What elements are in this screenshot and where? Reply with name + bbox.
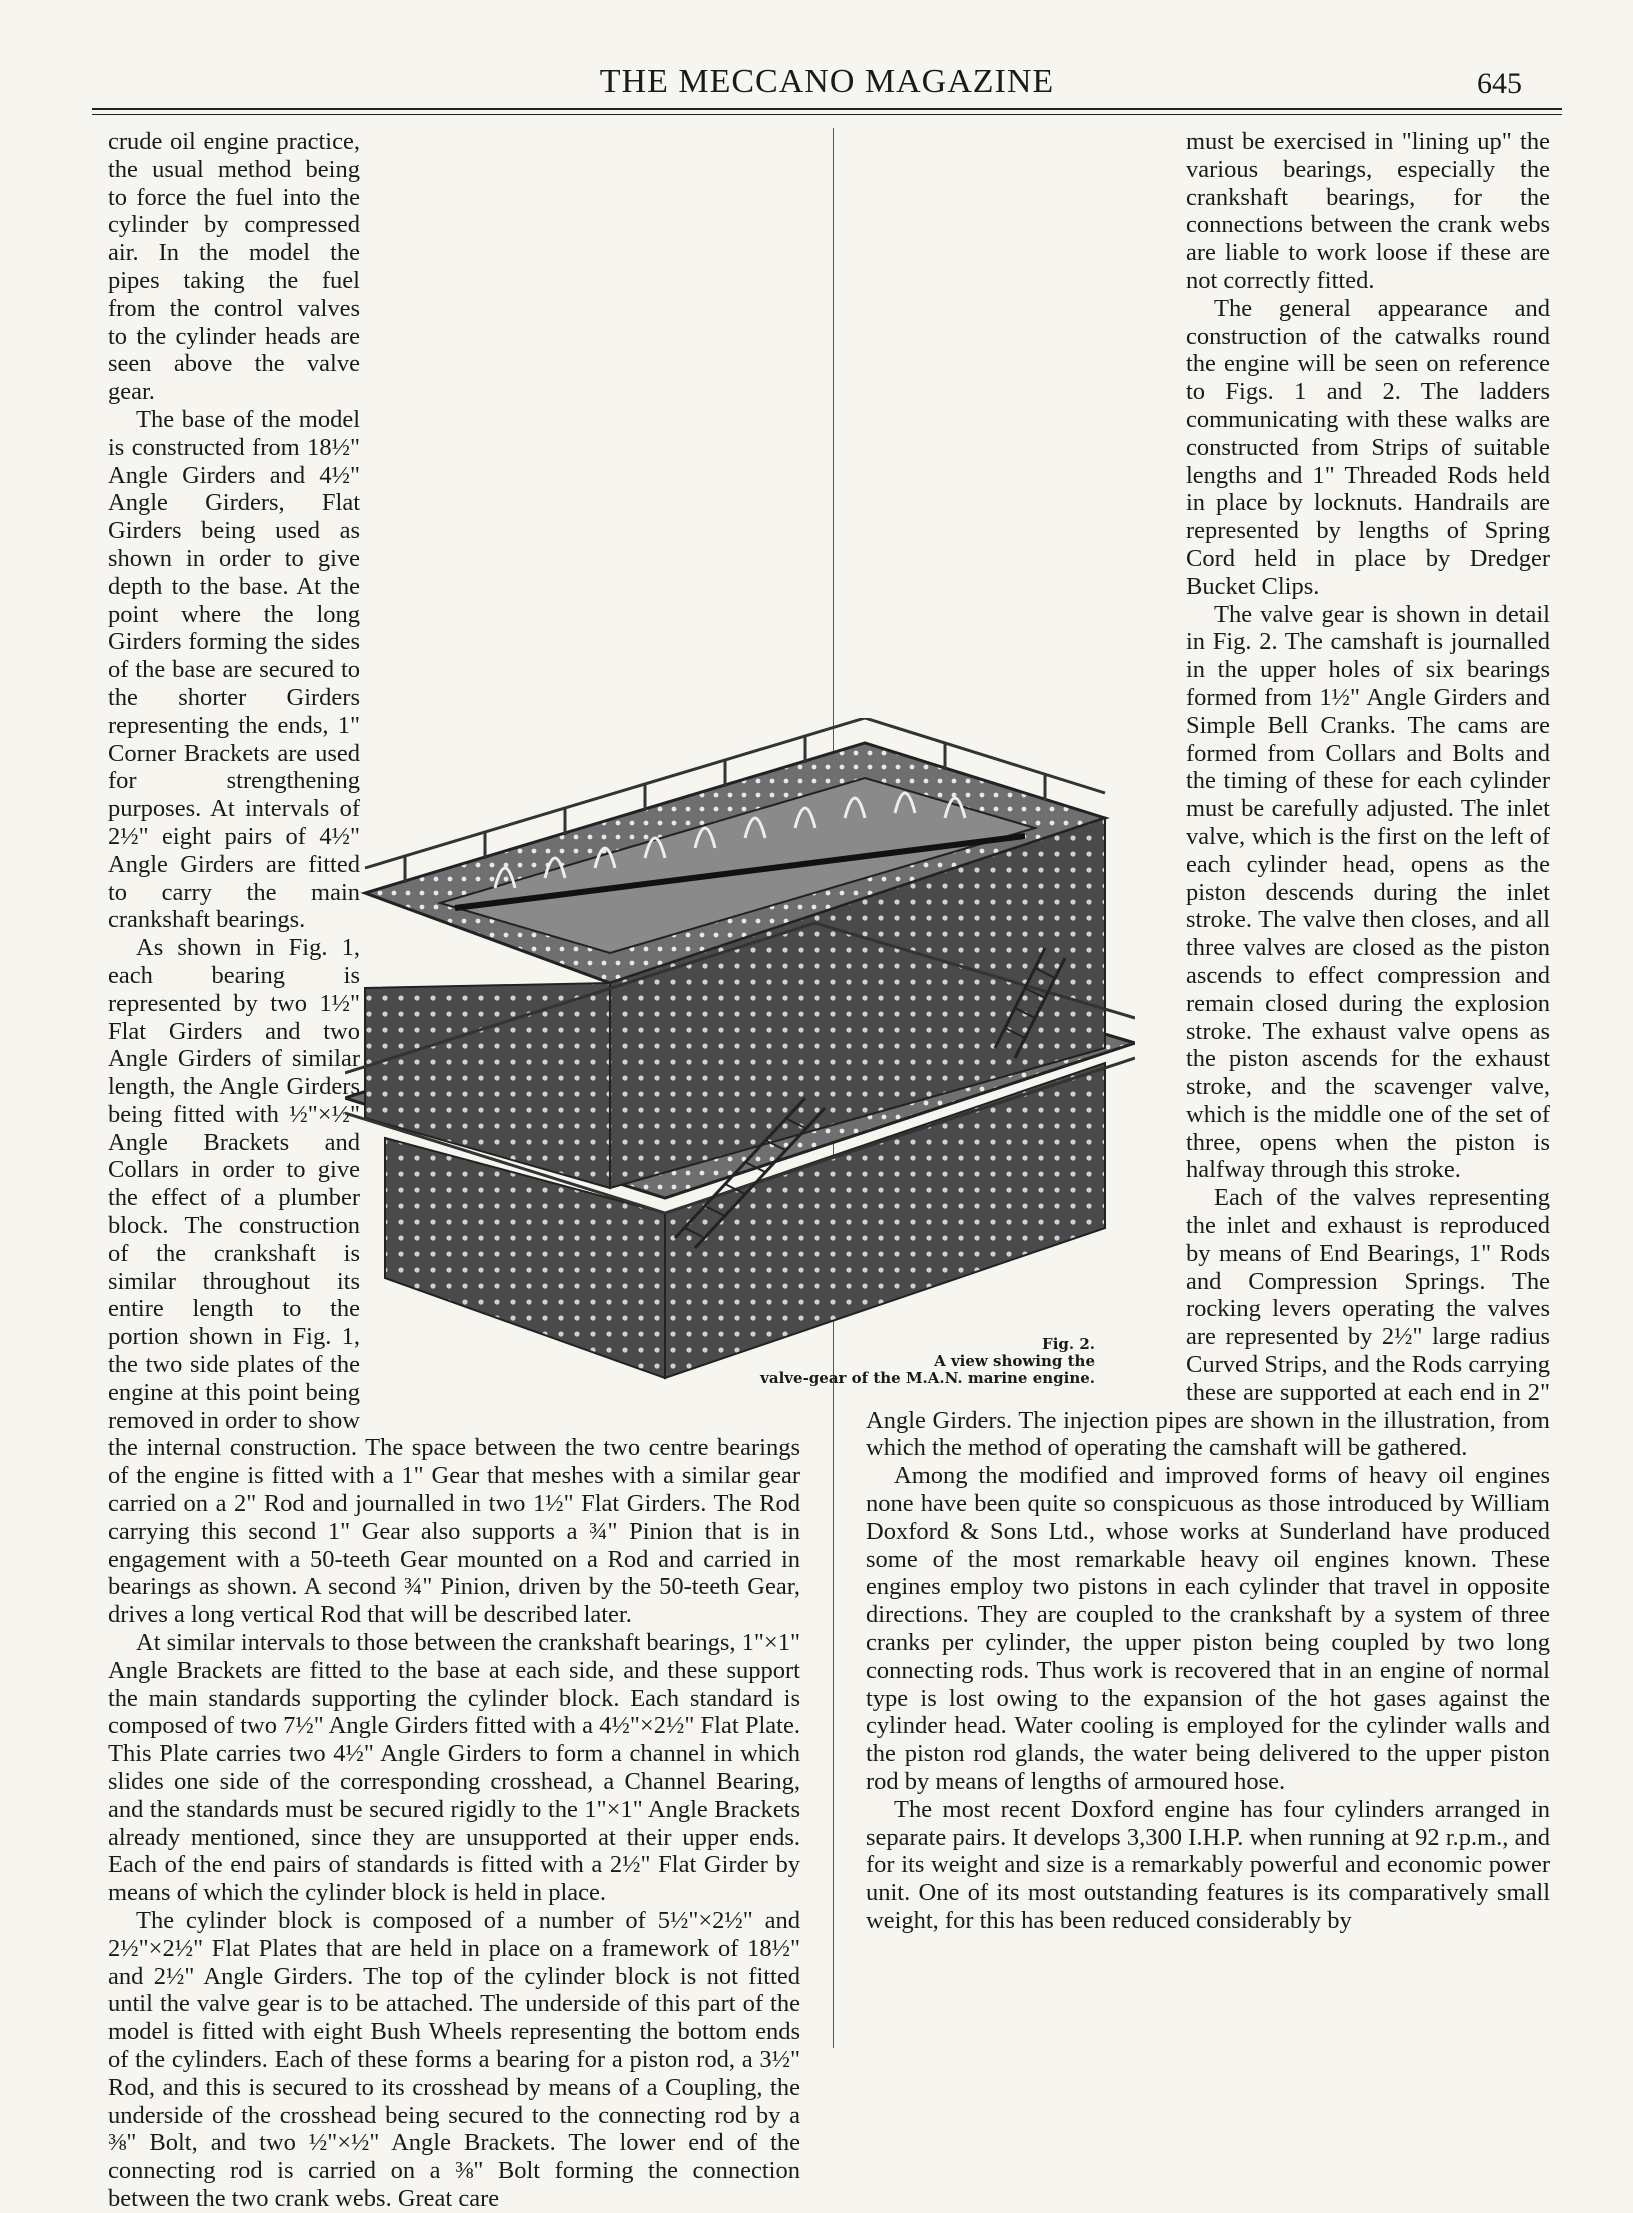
- left-paragraph-2: The base of the model is constructed from 18½" Angle Girders and 4½" Angle Girders, Flat Girders being used as shown in order to give depth to the base. At the point where the long Girders forming the sides of the base are secured to the shorter Girders representing the ends, 1" Corner Brackets are used for strengthening purposes. At intervals of 2½" eight pairs of 4½" Angle Girders are fitted to carry the main crankshaft bearings.: [108, 405, 360, 934]
- figure-caption: [755, 1336, 1095, 1387]
- header-rule-thin: [92, 114, 1562, 115]
- right-paragraph-6: The most recent Doxford engine has four cylinders arranged in separate pairs. It develops 3,300 I.H.P. when running at 92 r.p.m., and for its weight and size is a remarkably powerful and economic power unit. One of its most outstanding features is its comparatively small weight, for this has been reduced considerably by: [866, 1795, 1550, 1934]
- magazine-title: THE MECCANO MAGAZINE: [599, 63, 1055, 100]
- right-paragraph-2: The general appearance and construction of the catwalks round the engine will be seen on reference to Figs. 1 and 2. The ladders communicating with these walks are constructed from Strips of suitable lengths and 1" Threaded Rods held in place by locknuts. Handrails are represented by lengths of Spring Cord held in place by Dredger Bucket Clips.: [1186, 294, 1550, 600]
- engine-model-illustration: [345, 718, 1135, 1390]
- caption-line-1: A view showing the: [934, 1352, 1095, 1370]
- page-header: [92, 60, 1562, 104]
- left-paragraph-1: crude oil engine practice, the usual method being to force the fuel into the cylinder by compressed air. In the model the pipes taking the fuel from the control valves to the cylinder heads are seen above the valve gear.: [108, 128, 360, 406]
- right-paragraph-3: The valve gear is shown in detail in Fig. 2. The camshaft is journalled in the upper holes of six bearings formed from 1½" Angle Girders and Simple Bell Cranks. The cams are formed from Collars and Bolts and the timing of these for each cylinder must be carefully adjusted. The inlet valve, which is the first on the left of each cylinder head, opens as the piston descends during the inlet stroke. The valve then closes, and all three valves are closed as the piston ascends to effect compression and remain closed during the explosion stroke. The exhaust valve opens as the piston ascends for the exhaust stroke, and the scavenger valve, which is the middle one of the set of three, opens when the piston is halfway through this stroke.: [1186, 600, 1550, 1184]
- figure-label: Fig. 2.: [1042, 1335, 1095, 1353]
- header-rule-thick: [92, 108, 1562, 110]
- left-paragraph-3: As shown in Fig. 1, each bearing is represented by two 1½" Flat Girders and two Angle Girders of similar length, the Angle Girders being fitted with ½"×½" Angle Brackets and Collars in order to give the effect of a plumber block. The construction of the crankshaft is similar throughout its entire length to the portion shown in Fig. 1, the two side plates of the engine at this point being removed in order to show the internal construction. The space between the two centre bearings of the engine is fitted with a 1" Gear that meshes with a similar gear carried on a 2" Rod and journalled in two 1½" Flat Girders. The Rod carrying this second 1" Gear also supports a ¾" Pinion that is in engagement with a 50-teeth Gear mounted on a Rod and carried in bearings as shown. A second ¾" Pinion, driven by the 50-teeth Gear, drives a long vertical Rod that will be described later.: [108, 934, 800, 1629]
- left-paragraph-5: The cylinder block is composed of a number of 5½"×2½" and 2½"×2½" Flat Plates that are held in place on a framework of 18½" and 2½" Angle Girders. The top of the cylinder block is not fitted until the valve gear is to be attached. The underside of this part of the model is fitted with eight Bush Wheels representing the bottom ends of the cylinders. Each of these forms a bearing for a piston rod, a 3½" Rod, and this is secured to its crosshead by means of a Coupling, the underside of the crosshead being secured to the connecting rod by a ⅜" Bolt, and two ½"×½" Angle Brackets. The lower end of the connecting rod is carried on a ⅜" Bolt forming the connection between the two crank webs. Great care: [108, 1907, 800, 2212]
- page-number: 645: [1477, 67, 1522, 100]
- right-paragraph-5: Among the modified and improved forms of heavy oil engines none have been quite so conspicuous as those introduced by William Doxford & Sons Ltd., whose works at Sunderland have produced some of the most remarkable heavy oil engines known. These engines employ two pistons in each cylinder that travel in opposite directions. They are coupled to the crankshaft by a system of three cranks per cylinder, the upper piston being coupled by two long connecting rods. Thus work is recovered that in an engine of normal type is lost owing to the expansion of the hot gases against the cylinder head. Water cooling is employed for the cylinder walls and the piston rod glands, the water being delivered to the upper piston rod by means of lengths of armoured hose.: [866, 1462, 1550, 1796]
- right-paragraph-1: must be exercised in "lining up" the various bearings, especially the crankshaft bearings, for the connections between the crank webs are liable to work loose if these are not correctly fitted.: [1186, 128, 1550, 294]
- right-paragraph-4: Each of the valves representing the inlet and exhaust is reproduced by means of End Bearings, 1" Rods and Compression Springs. The rocking levers operating the valves are represented by 2½" large radius Curved Strips, and the Rods carrying these are supported at each end in 2" Angle Girders. The injection pipes are shown in the illustration, from which the method of operating the camshaft will be gathered.: [866, 1184, 1550, 1462]
- left-paragraph-4: At similar intervals to those between the crankshaft bearings, 1"×1" Angle Brackets are fitted to the base at each side, and these support the main standards supporting the cylinder block. Each standard is composed of two 7½" Angle Girders fitted with a 4½"×2½" Flat Plate. This Plate carries two 4½" Angle Girders to form a channel in which slides one side of the corresponding crosshead, a Channel Bearing, and the standards must be secured rigidly to the 1"×1" Angle Brackets already mentioned, since they are unsupported at their upper ends. Each of the end pairs of standards is fitted with a 2½" Flat Girder by means of which the cylinder block is held in place.: [108, 1629, 800, 1907]
- engine-model-drawing: [345, 718, 1135, 1390]
- caption-line-2: valve-gear of the M.A.N. marine engine.: [760, 1369, 1095, 1387]
